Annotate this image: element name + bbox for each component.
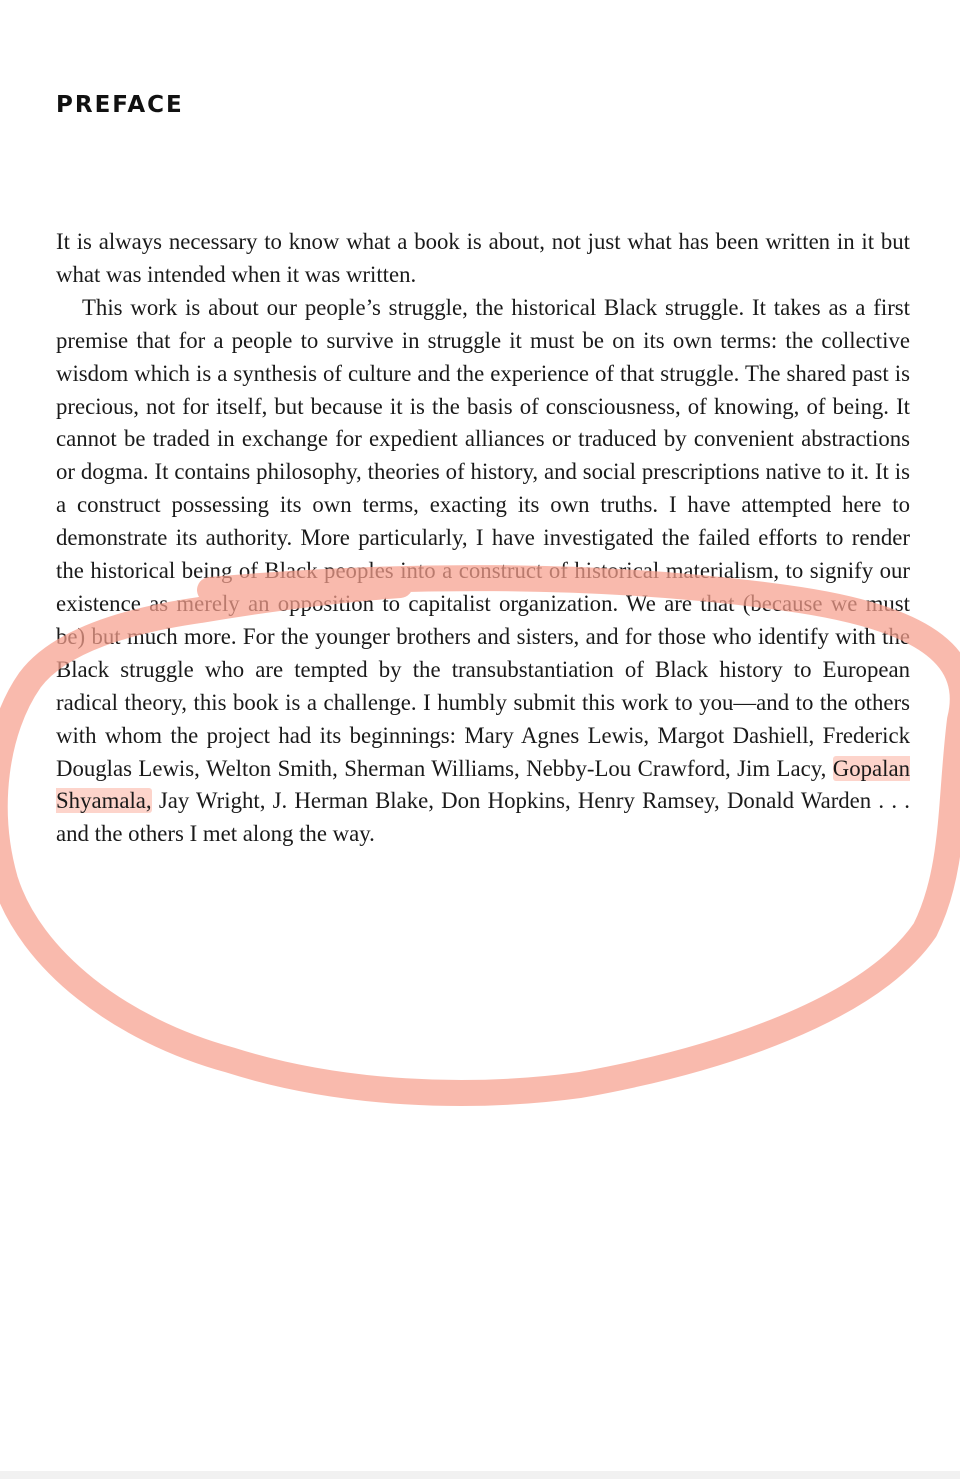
paragraph-main (56, 292, 910, 851)
page-title: PREFACE (56, 92, 184, 118)
paragraph-main-text: This work is about our people’s struggle, the historical Black struggle. It takes as a first premise that for a people to survive in struggle it must be on its own terms: the collective wisdom which is a synthesis of culture and the experience of that struggle. The shared past is precious, not for itself, but because it is the basis of consciousness, of knowing, of being. It cannot be traded in exchange for expedient alliances or traduced by convenient abstractions or dogma. It contains philosophy, theories of history, and social prescriptions native to it. It is a construct possessing its own terms, exacting its own truths. I have attempted here to demonstrate its authority. More particularly, I have investigated the failed efforts to render the historical being of Black peoples into a construct of historical materialism, to signify our existence as merely an opposition to capitalist organization. We are that (because we must be) but much more. For the younger brothers and sisters, and for those who identify with the Black struggle who are tempted by the transubstantiation of Black history to European radical theory, this book is a challenge. I humbly submit this work to you—and to the others with whom the project had its beginnings: Mary Agnes Lewis, Margot Dashiell, Frederick Douglas Lewis, Welton Smith, Sherman Williams, Nebby-Lou Crawford, Jim Lacy, (56, 294, 910, 781)
paragraph-intro: It is always necessary to know what a book is about, not just what has been written in it but what was intended when it was written. (56, 229, 910, 287)
paragraph-main-text-end: Jay Wright, J. Herman Blake, Don Hopkins, Henry Ramsey, Donald Warden . . . and the others I met along the way. (56, 788, 910, 847)
preface-body (56, 226, 910, 851)
highlighted-name: Gopalan Shyamala, (56, 755, 910, 814)
page-bottom-edge (0, 1471, 960, 1479)
